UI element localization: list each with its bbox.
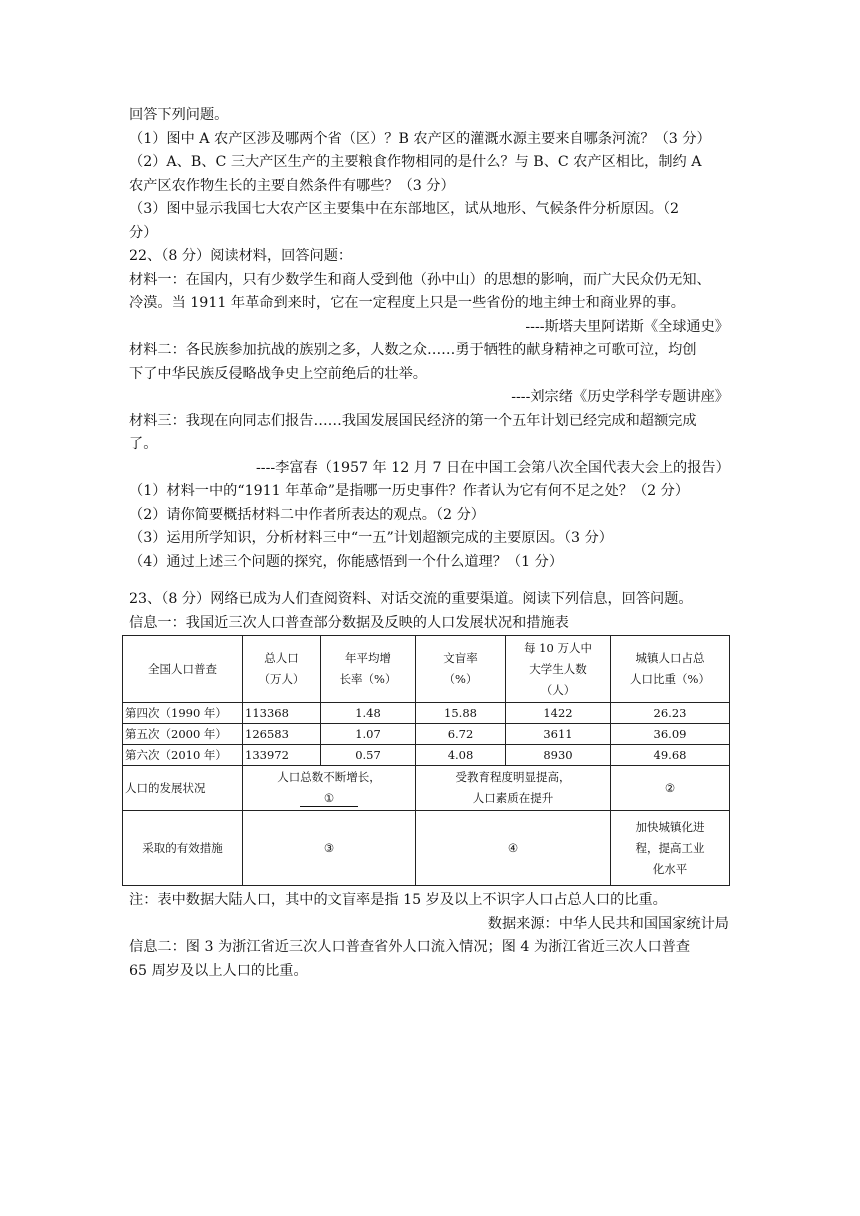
header-cell-university-students: 每 10 万人中 大学生人数 （人） <box>506 636 611 703</box>
table-cell: 49.68 <box>611 745 730 766</box>
table-cell: 8930 <box>506 745 611 766</box>
q22-question2: （2）请你简要概括材料二中作者所表达的观点。（2 分） <box>129 506 485 523</box>
q22-material1-line1: 材料一：在国内，只有少数学生和商人受到他（孙中山）的思想的影响，而广大民众仍无知、 <box>129 271 711 288</box>
q21-part2-cont: 农产区农作物生长的主要自然条件有哪些？（3 分） <box>129 177 455 194</box>
q21-part3: （3）图中显示我国七大农产区主要集中在东部地区，试从地形、气候条件分析原因。（2 <box>129 201 680 217</box>
development-population-cell: 人口总数不断增长， ① <box>243 766 416 811</box>
table-cell: 第五次（2000 年） <box>123 724 243 745</box>
q22-material3-line1: 材料三：我现在向同志们报告……我国发展国民经济的第一个五年计划已经完成和超额完成 <box>129 412 697 429</box>
table-cell: 第六次（2010 年） <box>123 745 243 766</box>
q21-part3-cont: 分） <box>129 224 158 241</box>
table-cell: 26.23 <box>611 703 730 724</box>
q23-title: 23、（8 分）网络已成为人们查阅资料、对话交流的重要渠道。阅读下列信息，回答问题。 <box>129 591 693 607</box>
table-cell: 第四次（1990 年） <box>123 703 243 724</box>
q23-info2-line2: 65 周岁及以上人口的比重。 <box>129 962 308 979</box>
q21-part2: （2）A、B、C 三大产区生产的主要粮食作物相同的是什么？与 B、C 农产区相比，制约 A <box>129 154 702 170</box>
development-education-cell: 受教育程度明显提高， 人口素质在提升 <box>416 766 611 811</box>
q22-material1-line2: 冷漠。当 1911 年革命到来时，它在一定程度上只是一些省份的地主绅士和商业界的事。 <box>129 295 685 311</box>
header-cell-census: 全国人口普查 <box>123 636 243 703</box>
table-row-measures <box>123 811 730 886</box>
q22-question1: （1）材料一中的“1911 年革命”是指哪一历史事件？作者认为它有何不足之处？（2 分） <box>129 483 690 499</box>
header-cell-illiteracy-rate: 文盲率 （%） <box>416 636 506 703</box>
table-cell: 1422 <box>506 703 611 724</box>
q23-info1: 信息一：我国近三次人口普查部分数据及反映的人口发展状况和措施表 <box>129 614 569 631</box>
q22-material2-line1: 材料二：各民族参加抗战的族别之多，人数之众……勇于牺牲的献身精神之可歌可泣，均创 <box>129 342 697 358</box>
data-source: 数据来源：中华人民共和国国家统计局 <box>487 915 729 932</box>
q22-material2-line2: 下了中华民族反侵略战争史上空前绝后的壮举。 <box>129 365 427 382</box>
table-cell: 113368 <box>243 703 321 724</box>
table-row <box>123 703 730 724</box>
measures-cell-4: ④ <box>416 811 611 886</box>
table-cell: 36.09 <box>611 724 730 745</box>
table-cell: 15.88 <box>416 703 506 724</box>
table-cell: 4.08 <box>416 745 506 766</box>
table-row-development <box>123 766 730 811</box>
census-table <box>122 635 730 886</box>
q22-question4: （4）通过上述三个问题的探究，你能感悟到一个什么道理？（1 分） <box>129 553 564 570</box>
answer-blank-1: ① <box>300 790 358 807</box>
development-urban-cell: ② <box>611 766 730 811</box>
header-cell-growth-rate: 年平均增 长率（%） <box>321 636 416 703</box>
q21-part1: （1）图中 A 农产区涉及哪两个省（区）？B 农产区的灌溉水源主要来自哪条河流？（3 分） <box>129 130 711 147</box>
measures-label: 采取的有效措施 <box>123 811 243 886</box>
header-cell-total-population: 总人口 （万人） <box>243 636 321 703</box>
table-cell: 1.48 <box>321 703 416 724</box>
table-cell: 6.72 <box>416 724 506 745</box>
table-cell: 126583 <box>243 724 321 745</box>
intro-line: 回答下列问题。 <box>129 107 229 123</box>
table-note: 注：表中数据大陆人口，其中的文盲率是指 15 岁及以上不识字人口占总人口的比重。 <box>129 892 667 908</box>
development-label: 人口的发展状况 <box>123 766 243 811</box>
q22-material2-source: ----刘宗绪《历史学科学专题讲座》 <box>511 389 729 405</box>
q23-info2-line1: 信息二：图 3 为浙江省近三次人口普查省外人口流入情况；图 4 为浙江省近三次人口普查 <box>129 939 691 955</box>
table-cell: 0.57 <box>321 745 416 766</box>
table-row <box>123 724 730 745</box>
q22-material3-source: ----李富春（1957 年 12 月 7 日在中国工会第八次全国代表大会上的报告） <box>256 459 730 476</box>
table-cell: 3611 <box>506 724 611 745</box>
q22-material3-line2: 了。 <box>129 436 158 452</box>
document-page <box>125 104 730 983</box>
measures-urban-cell: 加快城镇化进 程，提高工业 化水平 <box>611 811 730 886</box>
header-cell-urban-share: 城镇人口占总 人口比重（%） <box>611 636 730 703</box>
q22-question3: （3）运用所学知识，分析材料三中“一五”计划超额完成的主要原因。（3 分） <box>129 530 613 546</box>
measures-cell-3: ③ <box>243 811 416 886</box>
table-cell: 1.07 <box>321 724 416 745</box>
table-cell: 133972 <box>243 745 321 766</box>
q22-material1-source: ----斯塔夫里阿诺斯《全球通史》 <box>525 318 729 335</box>
table-row <box>123 745 730 766</box>
table-header-row <box>123 636 730 703</box>
q22-title: 22、（8 分）阅读材料，回答问题： <box>129 248 353 264</box>
